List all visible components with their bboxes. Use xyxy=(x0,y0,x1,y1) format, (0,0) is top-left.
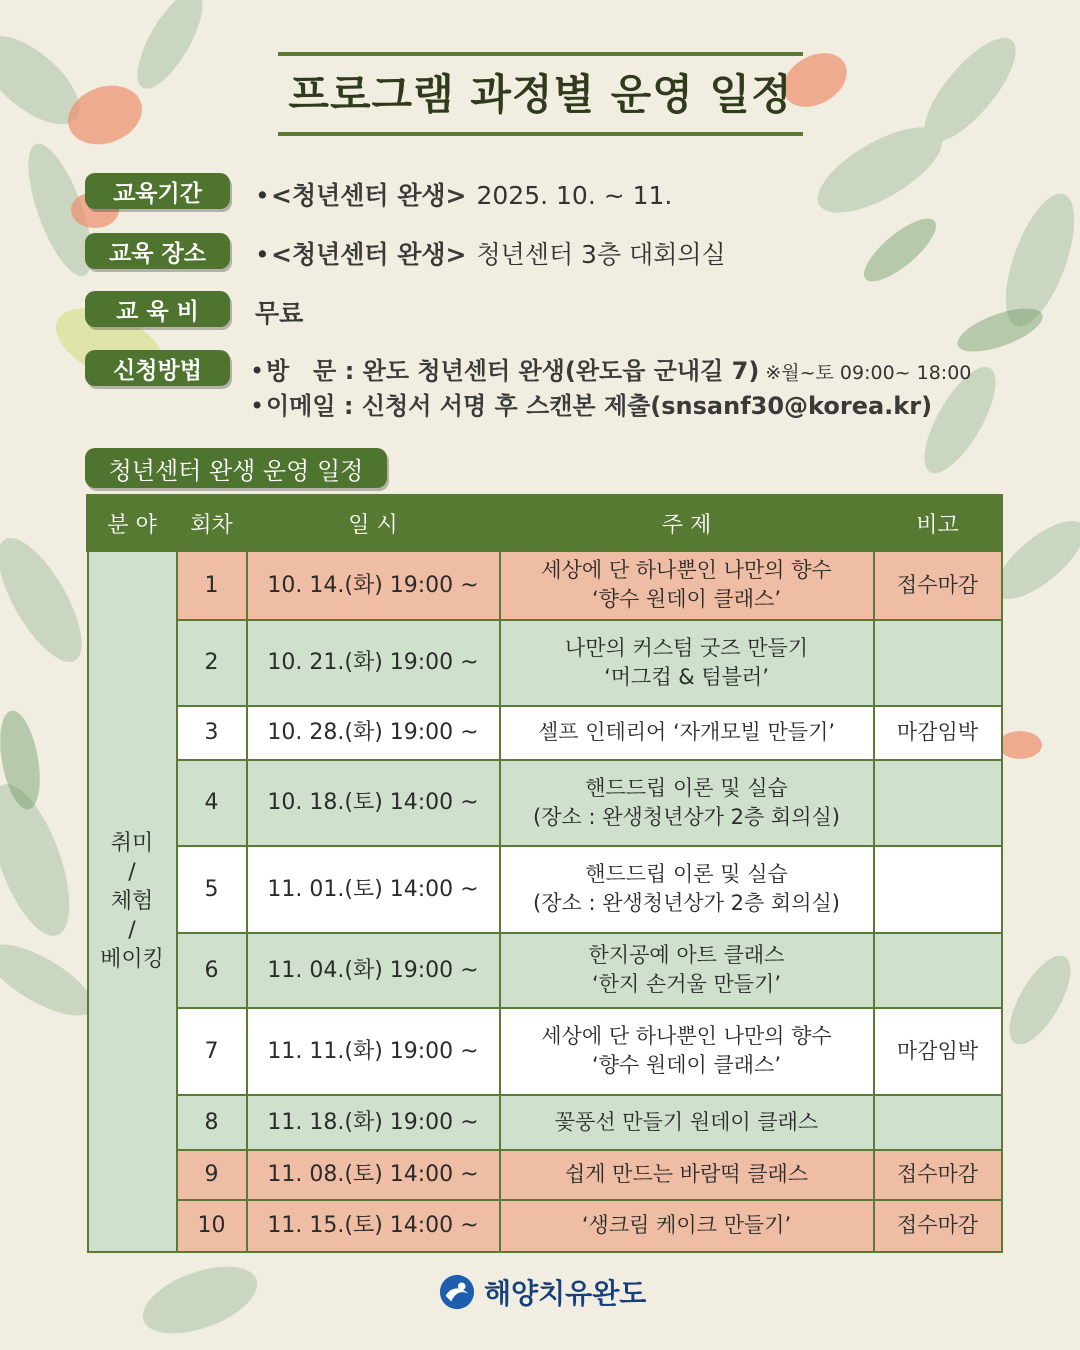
footer-logo xyxy=(438,1272,646,1312)
table-row xyxy=(88,760,1002,846)
header-session: 회차 xyxy=(177,496,247,551)
period-prefix: <청년센터 완생> xyxy=(271,181,467,210)
topic-line: ‘향수 원데이 클래스’ xyxy=(592,1053,781,1077)
period-label: 교육기간 xyxy=(85,173,230,209)
session-topic xyxy=(500,706,874,760)
session-topic xyxy=(500,1008,874,1095)
table-row xyxy=(88,551,1002,620)
topic-line: ‘생크림 케이크 만들기’ xyxy=(581,1213,792,1237)
table-row xyxy=(88,846,1002,933)
session-number: 7 xyxy=(177,1008,247,1095)
field-text: 체험 xyxy=(110,888,154,914)
session-datetime: 10. 28.(화) 19:00 ~ xyxy=(247,706,500,760)
table-row xyxy=(88,1008,1002,1095)
session-note xyxy=(874,846,1002,933)
topic-line: 한지공예 아트 클래스 xyxy=(588,943,785,967)
fee-info xyxy=(255,294,303,330)
session-note: 마감임박 xyxy=(874,706,1002,760)
title-top-line xyxy=(278,52,803,56)
session-number: 10 xyxy=(177,1200,247,1252)
header-topic: 주 제 xyxy=(500,496,874,551)
bullet-icon: • xyxy=(250,392,265,420)
session-topic xyxy=(500,846,874,933)
bullet-icon: • xyxy=(255,181,270,210)
session-number: 6 xyxy=(177,933,247,1008)
session-topic xyxy=(500,1095,874,1150)
schedule-table xyxy=(86,494,1003,1253)
period-value: 2025. 10. ~ 11. xyxy=(476,181,673,210)
place-info xyxy=(255,235,726,271)
session-topic xyxy=(500,620,874,706)
section-title: 청년센터 완생 운영 일정 xyxy=(85,448,387,488)
session-note: 접수마감 xyxy=(874,1200,1002,1252)
topic-line: 꽃풍선 만들기 원데이 클래스 xyxy=(554,1109,819,1134)
table-header-row xyxy=(88,496,1002,551)
apply-email-text: 이메일 : 신청서 서명 후 스캔본 제출(snsanf30@korea.kr) xyxy=(266,392,933,420)
session-topic xyxy=(500,1150,874,1200)
session-number: 8 xyxy=(177,1095,247,1150)
apply-visit-text: 방 문 : 완도 청년센터 완생(완도읍 군내길 7) xyxy=(266,357,760,385)
table-row xyxy=(88,1095,1002,1150)
logo-text: 해양치유완도 xyxy=(484,1277,647,1310)
topic-line: 핸드드립 이론 및 실습 xyxy=(585,862,788,886)
topic-line: ‘머그컵 & 텀블러’ xyxy=(604,664,769,689)
period-info xyxy=(255,176,672,212)
field-text: 취미 xyxy=(110,830,154,856)
table-row xyxy=(88,620,1002,706)
session-datetime: 10. 18.(토) 14:00 ~ xyxy=(247,760,500,846)
table-row xyxy=(88,1200,1002,1252)
topic-line: (장소 : 완생청년상가 2층 회의실) xyxy=(533,804,840,829)
session-datetime: 11. 15.(토) 14:00 ~ xyxy=(247,1200,500,1252)
place-value: 청년센터 3층 대회의실 xyxy=(476,240,726,269)
topic-line: ‘한지 손거울 만들기’ xyxy=(592,972,781,996)
session-note xyxy=(874,620,1002,706)
session-number: 9 xyxy=(177,1150,247,1200)
session-datetime: 11. 01.(토) 14:00 ~ xyxy=(247,846,500,933)
field-cell xyxy=(88,551,177,1252)
session-datetime: 11. 08.(토) 14:00 ~ xyxy=(247,1150,500,1200)
session-number: 2 xyxy=(177,620,247,706)
topic-line: ‘향수 원데이 클래스’ xyxy=(592,587,781,612)
header-note: 비고 xyxy=(874,496,1002,551)
session-datetime: 11. 18.(화) 19:00 ~ xyxy=(247,1095,500,1150)
topic-line: 쉽게 만드는 바람떡 클래스 xyxy=(564,1162,809,1186)
topic-line: 세상에 단 하나뿐인 나만의 향수 xyxy=(541,1024,832,1048)
topic-line: 핸드드립 이론 및 실습 xyxy=(585,775,788,800)
title-bottom-line xyxy=(278,132,803,136)
bullet-icon: • xyxy=(250,357,265,385)
field-text: 베이킹 xyxy=(100,946,164,972)
session-datetime: 10. 14.(화) 19:00 ~ xyxy=(247,551,500,620)
apply-label: 신청방법 xyxy=(85,350,230,386)
session-number: 1 xyxy=(177,551,247,620)
session-number: 3 xyxy=(177,706,247,760)
session-topic xyxy=(500,551,874,620)
apply-visit-note: ※월~토 09:00~ 18:00 xyxy=(765,362,972,384)
session-topic xyxy=(500,933,874,1008)
session-datetime: 11. 04.(화) 19:00 ~ xyxy=(247,933,500,1008)
field-text: / xyxy=(128,917,136,943)
topic-line: 나만의 커스텀 굿즈 만들기 xyxy=(564,635,809,660)
topic-line: 세상에 단 하나뿐인 나만의 향수 xyxy=(541,558,832,583)
page-title: 프로그램 과정별 운영 일정 xyxy=(288,70,793,119)
fee-label: 교 육 비 xyxy=(85,291,230,327)
place-label: 교육 장소 xyxy=(85,233,230,269)
session-note: 접수마감 xyxy=(874,551,1002,620)
session-note: 마감임박 xyxy=(874,1008,1002,1095)
session-note xyxy=(874,1095,1002,1150)
place-prefix: <청년센터 완생> xyxy=(271,240,467,269)
topic-line: 셀프 인테리어 ‘자개모빌 만들기’ xyxy=(537,720,836,744)
session-note xyxy=(874,760,1002,846)
topic-line: (장소 : 완생청년상가 2층 회의실) xyxy=(533,891,840,915)
session-note: 접수마감 xyxy=(874,1150,1002,1200)
table-row xyxy=(88,1150,1002,1200)
session-number: 5 xyxy=(177,846,247,933)
header-field: 분 야 xyxy=(88,496,177,551)
wave-logo-icon xyxy=(438,1273,476,1311)
header-datetime: 일 시 xyxy=(247,496,500,551)
apply-email xyxy=(250,386,932,421)
fee-value: 무료 xyxy=(255,299,304,328)
table-row xyxy=(88,933,1002,1008)
session-note xyxy=(874,933,1002,1008)
session-number: 4 xyxy=(177,760,247,846)
table-row xyxy=(88,706,1002,760)
session-topic xyxy=(500,1200,874,1252)
field-text: / xyxy=(128,859,136,885)
session-topic xyxy=(500,760,874,846)
bullet-icon: • xyxy=(255,240,270,269)
apply-visit xyxy=(250,351,971,386)
session-datetime: 10. 21.(화) 19:00 ~ xyxy=(247,620,500,706)
session-datetime: 11. 11.(화) 19:00 ~ xyxy=(247,1008,500,1095)
